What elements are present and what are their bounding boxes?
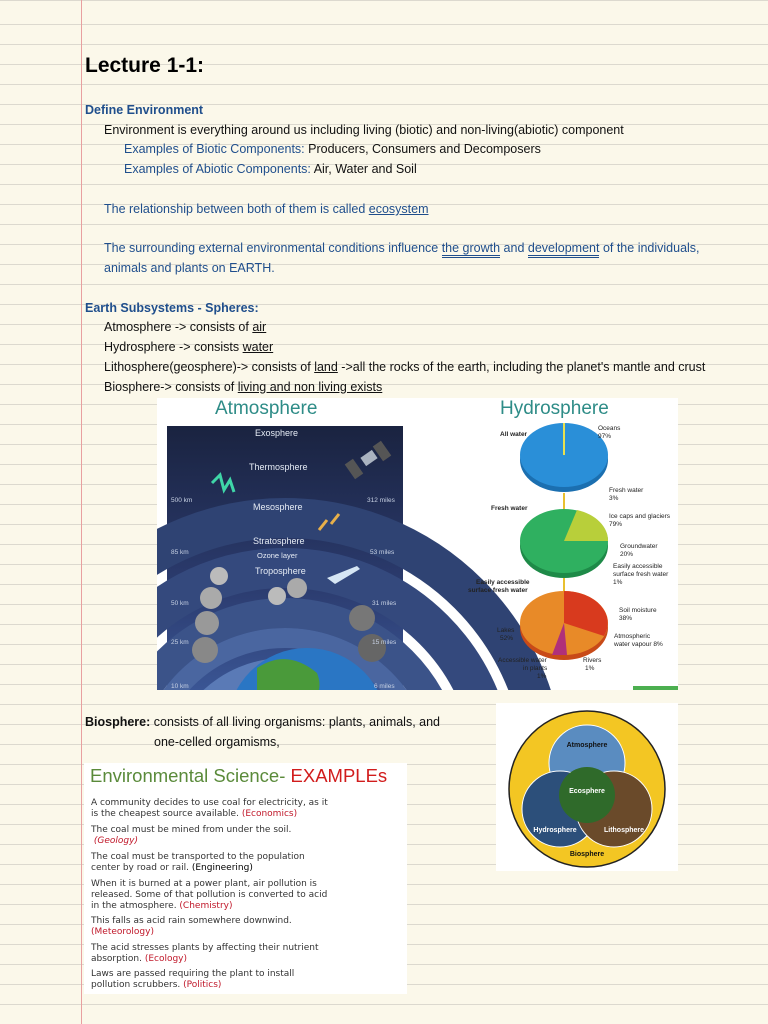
- hyd-ground-label: Groundwater: [620, 543, 658, 550]
- hyd-label-surface-fresh: surface fresh water: [468, 587, 528, 594]
- es-title: Environmental Science- EXAMPLEs: [90, 765, 388, 786]
- hyd-vapour-label: Atmospheric: [614, 633, 651, 640]
- alt-right-4: 15 miles: [372, 639, 397, 646]
- alt-left-3: 50 km: [171, 600, 189, 607]
- hyd-soil-label: Soil moisture: [619, 607, 657, 614]
- hyd-soil-value: 38%: [619, 615, 633, 622]
- es-item-chemistry: When it is burned at a power plant, air pollution is released. Some of that pollution is converted to acid in the atmosphere. (Chemistry): [91, 879, 328, 911]
- alt-left-5: 10 km: [171, 683, 189, 690]
- hyd-plants-label-2: in plants: [523, 665, 548, 672]
- hyd-lakes-value: 52%: [500, 635, 514, 642]
- sphere-lithosphere: Lithosphere(geosphere)-> consists of land ->all the rocks of the earth, including the planet's mantle and crust: [104, 360, 706, 374]
- spheres-venn-diagram: [496, 703, 678, 871]
- alt-right-1: 312 miles: [367, 497, 395, 504]
- es-item-meteorology: This falls as acid rain somewhere downwind. (Meteorology): [91, 916, 292, 937]
- layer-ozone: Ozone layer: [257, 551, 298, 560]
- define-environment-heading: Define Environment: [85, 103, 204, 117]
- hyd-rivers-label: Rivers: [583, 657, 602, 664]
- hyd-ice-value: 79%: [609, 521, 623, 528]
- atmosphere-illustration: [157, 398, 678, 690]
- es-item-economics: A community decides to use coal for electricity, as it is the cheapest source available. (Economics): [91, 798, 328, 819]
- surrounding-line-2: animals and plants on EARTH.: [104, 261, 275, 275]
- layer-stratosphere: Stratosphere: [253, 536, 305, 546]
- page-title: Lecture 1-1:: [85, 54, 205, 77]
- venn-biosphere: Biosphere: [569, 851, 605, 858]
- hyd-label-easily-accessible: Easily accessible: [476, 579, 530, 586]
- hydrosphere-figure-title: Hydrosphere: [500, 398, 609, 419]
- biosphere-line-2: one-celled orgamisms,: [154, 735, 280, 749]
- hyd-plants-value: 1%: [537, 673, 547, 680]
- hyd-label-fresh-water: Fresh water: [491, 505, 528, 512]
- hyd-rivers-value: 1%: [585, 665, 595, 672]
- surrounding-line-1: The surrounding external environmental conditions influence the growth and development of the individuals,: [104, 238, 700, 258]
- hyd-label-all-water: All water: [500, 431, 528, 438]
- hyd-oceans-label: Oceans: [598, 425, 621, 432]
- environmental-science-examples: [84, 763, 407, 994]
- ecosystem-link: ecosystem: [368, 202, 429, 216]
- hyd-easy-label: Easily accessible: [613, 563, 663, 570]
- es-item-engineering: The coal must be transported to the population center by road or rail. (Engineering): [91, 852, 305, 873]
- biotic-examples: Examples of Biotic Components: Producers, Consumers and Decomposers: [124, 142, 541, 156]
- hyd-fresh-label: Fresh water: [609, 487, 644, 494]
- hyd-vapour-value: water vapour 8%: [614, 641, 663, 648]
- alt-left-1: 500 km: [171, 497, 193, 504]
- alt-right-2: 53 miles: [370, 549, 395, 556]
- layer-troposphere: Troposphere: [255, 566, 306, 576]
- hyd-easy-value: 1%: [613, 579, 623, 586]
- sphere-biosphere: Biosphere-> consists of living and non living exists: [104, 380, 383, 394]
- es-item-geology: The coal must be mined from under the soil. (Geology): [91, 825, 292, 846]
- es-item-ecology: The acid stresses plants by affecting their nutrient absorption. (Ecology): [91, 943, 319, 964]
- hyd-plants-label: Accessible water: [498, 657, 547, 664]
- alt-right-3: 31 miles: [372, 600, 397, 607]
- alt-left-2: 85 km: [171, 549, 189, 556]
- venn-hydrosphere: Hydrosphere: [533, 827, 577, 834]
- hydrosphere-illustration: [520, 423, 608, 660]
- spheres-heading: Earth Subsystems - Spheres:: [85, 301, 259, 315]
- venn-lithosphere: Lithosphere: [603, 827, 645, 834]
- margin-line: [81, 0, 82, 1024]
- spheres-figure: [157, 398, 678, 690]
- venn-atmosphere: Atmosphere: [566, 742, 608, 749]
- venn-ecosphere: Ecosphere: [569, 788, 605, 795]
- abiotic-examples: Examples of Abiotic Components: Air, Water and Soil: [124, 162, 417, 176]
- sphere-atmosphere: Atmosphere -> consists of air: [104, 320, 267, 334]
- hyd-ground-value: 20%: [620, 551, 634, 558]
- alt-left-4: 25 km: [171, 639, 189, 646]
- relationship-line: The relationship between both of them is called ecosystem: [104, 202, 429, 216]
- environment-definition: Environment is everything around us including living (biotic) and non-living(abiotic) component: [104, 123, 624, 137]
- hyd-lakes-label: Lakes: [497, 627, 515, 634]
- biosphere-line-1: Biosphere: consists of all living organisms: plants, animals, and: [85, 715, 441, 729]
- es-item-politics: Laws are passed requiring the plant to install pollution scrubbers. (Politics): [91, 969, 295, 990]
- hyd-fresh-value: 3%: [609, 495, 619, 502]
- layer-mesosphere: Mesosphere: [253, 502, 303, 512]
- layer-exosphere: Exosphere: [255, 428, 299, 438]
- sphere-hydrosphere: Hydrosphere -> consists water: [104, 340, 274, 354]
- layer-thermosphere: Thermosphere: [249, 462, 308, 472]
- atmosphere-figure-title: Atmosphere: [215, 398, 318, 419]
- hyd-oceans-value: 97%: [598, 433, 612, 440]
- hyd-ice-label: Ice caps and glaciers: [609, 513, 671, 520]
- hyd-easy-label-2: surface fresh water: [613, 571, 669, 578]
- alt-right-5: 6 miles: [374, 683, 395, 690]
